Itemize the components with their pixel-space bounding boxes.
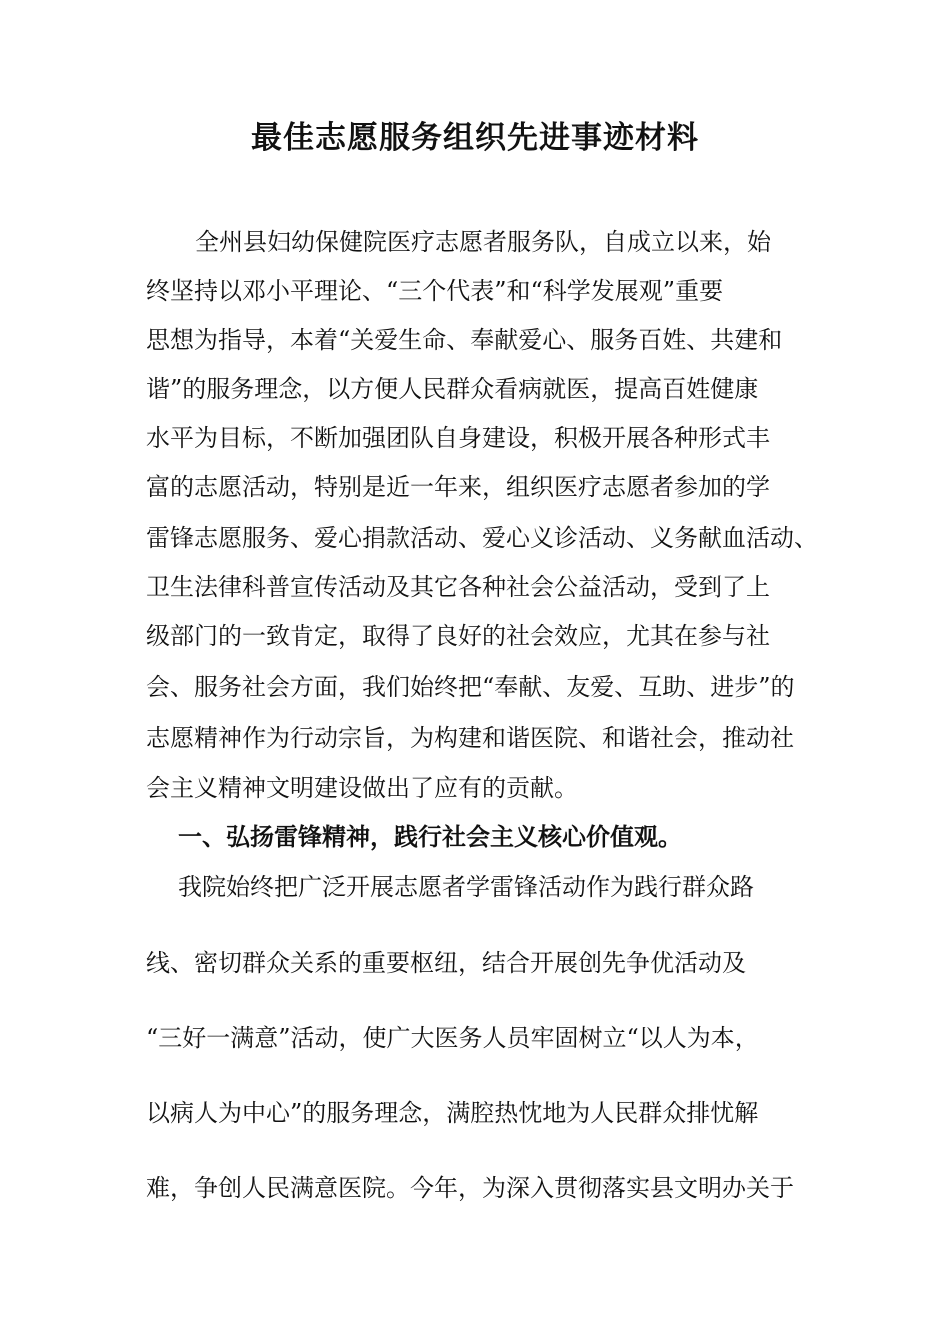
section-1-heading: 一、弘扬雷锋精神，践行社会主义核心价值观。 (178, 823, 682, 851)
intro-line-10: 会、服务社会方面，我们始终把“奉献、友爱、互助、进步”的 (146, 673, 795, 701)
intro-line-9: 级部门的一致肯定，取得了良好的社会效应，尤其在参与社 (146, 622, 770, 650)
intro-line-6: 富的志愿活动，特别是近一年来，组织医疗志愿者参加的学 (146, 473, 770, 501)
section-1-line-1: 我院始终把广泛开展志愿者学雷锋活动作为践行群众路 (178, 873, 754, 901)
section-1-line-5: 难，争创人民满意医院。今年，为深入贯彻落实县文明办关于 (146, 1174, 794, 1202)
section-1-line-3: “三好一满意”活动，使广大医务人员牢固树立“以人为本， (146, 1024, 759, 1052)
section-1-line-2: 线、密切群众关系的重要枢纽，结合开展创先争优活动及 (146, 949, 746, 977)
section-1-line-4: 以病人为中心”的服务理念，满腔热忱地为人民群众排忧解 (146, 1099, 759, 1127)
intro-line-3: 思想为指导，本着“关爱生命、奉献爱心、服务百姓、共建和 (146, 326, 783, 354)
intro-line-1: 全州县妇幼保健院医疗志愿者服务队，自成立以来，始 (195, 228, 771, 256)
intro-line-5: 水平为目标，不断加强团队自身建设，积极开展各种形式丰 (146, 424, 770, 452)
intro-line-12: 会主义精神文明建设做出了应有的贡献。 (146, 774, 578, 802)
intro-line-7: 雷锋志愿服务、爱心捐款活动、爱心义诊活动、义务献血活动、 (146, 524, 818, 552)
intro-line-4: 谐”的服务理念，以方便人民群众看病就医，提高百姓健康 (146, 375, 759, 403)
intro-line-2: 终坚持以邓小平理论、“三个代表”和“科学发展观”重要 (146, 277, 724, 305)
intro-line-8: 卫生法律科普宣传活动及其它各种社会公益活动，受到了上 (146, 573, 770, 601)
intro-line-11: 志愿精神作为行动宗旨，为构建和谐医院、和谐社会，推动社 (146, 724, 794, 752)
document-title: 最佳志愿服务组织先进事迹材料 (251, 120, 699, 156)
